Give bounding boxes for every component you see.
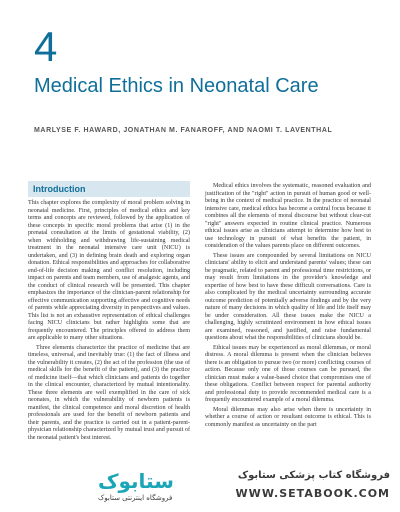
chapter-header	[0, 0, 400, 160]
paragraph: This chapter explores the complexity of moral problem solving in neonatal medicine. First, principles of medical ethics and key terms and concepts are reviewed, followed by the application of these concepts in specific moral problems that arise (1) in the prenatal consultation at the limits of gestational viability, (2) when withholding and withdrawing life-sustaining medical treatment in the neonatal intensive care unit (NICU) is undertaken, and (3) in defining brain death and exploring organ donation. Ethical responsibilities and approaches for collaborative end-of-life decision making and conflict resolution, including impact on parents and team members, use of analgesic agents, and the conduct of clinical research will be presented. This chapter emphasizes the importance of the clinician-parent relationship for effective communication supporting affective and cognitive needs of parents while appreciating diversity in perspectives and values. This list is not an exhaustive representation of ethical challenges facing NICU clinicians but rather highlights some that are frequently encountered. The principles offered to address them are applicable to many other situations.	[28, 200, 190, 341]
right-column	[205, 183, 371, 431]
paragraph: Ethical issues may be experienced as moral dilemmas, or moral distress. A moral dilemma is present when the clinician believes there is an obligation to pursue two (or more) conflicting courses of action. Because only one of those courses can be pursued, the clinician must make a value-based choice that compromises one of these obligations. Conflict between respect for parental authority and professional duty to provide recommended medical care is a frequently encountered example of a moral dilemma.	[205, 344, 371, 403]
store-name: فروشگاه کتاب پزشکی ستابوک	[237, 470, 390, 481]
logo-subtext: فروشگاه اینترنتی ستابوک	[98, 494, 173, 502]
paragraph: Moral dilemmas may also arise when there is uncertainty in whether a course of action or resultant outcome is ethical. This is commonly manifest as uncertainty on the part	[205, 406, 371, 428]
paragraph: These issues are compounded by several limitations on NICU clinicians' ability to elicit and understand parents' values; these can be pragmatic, related to parent and professional time restrictions, or may result from limitations in the provider's knowledge and expertise of how best to have these difficult conversations. Care is also complicated by the medical uncertainty surrounding accurate outcome prediction of potentially adverse findings and by the very nature of many decisions in which quality of life and life itself may be under consideration. All these issues make the NICU a challenging, highly scrutinized environment in how ethical issues are examined, reasoned, and justified, and raise fundamental questions about what the responsibilities of clinicians should be.	[205, 252, 371, 341]
chapter-number: 4	[34, 23, 58, 70]
store-url[interactable]: WWW.SETABOOK.COM	[235, 487, 390, 500]
section-heading: Introduction	[33, 184, 86, 194]
chapter-authors: MARLYSE F. HAWARD, JONATHAN M. FANAROFF, AND NAOMI T. LAVENTHAL	[34, 127, 333, 134]
setabook-logo	[10, 466, 174, 504]
chapter-title: Medical Ethics in Neonatal Care	[34, 75, 319, 97]
logo-text: ستابوک	[98, 469, 174, 493]
left-column	[28, 200, 190, 444]
paragraph: Medical ethics involves the systematic, reasoned evaluation and justification of the "right" action in pursuit of human good or well-being in the context of medical practice. In the practice of neonatal intensive care, medical ethics has become a central focus because it combines all the elements of moral discourse but without clear-cut "right" answers expected in routine clinical practice. Numerous ethical issues arise as clinicians attempt to determine how best to use technology in pursuit of what benefits the patient, in consideration of the values parents place on different outcomes.	[205, 183, 371, 249]
paragraph: Three elements characterize the practice of medicine that are timeless, universal, and inevitably true: (1) the fact of illness and the vulnerability it creates, (2) the act of the profession (the use of medical skills for the benefit of the patient), and (3) the practice of medicine itself—that which clinicians and patients do together in the clinical encounter, characterized by mutual intentionality. These three elements are well exemplified in the care of sick neonates, in which the vulnerability of newborn patients is manifest, the clinical competence and moral discretion of health professionals are used for the benefit of newborn patients and their parents, and the practice is carried out in a patient-parent-physician relationship characterized by mutual trust and pursuit of the neonatal patient's best interest.	[28, 344, 190, 441]
